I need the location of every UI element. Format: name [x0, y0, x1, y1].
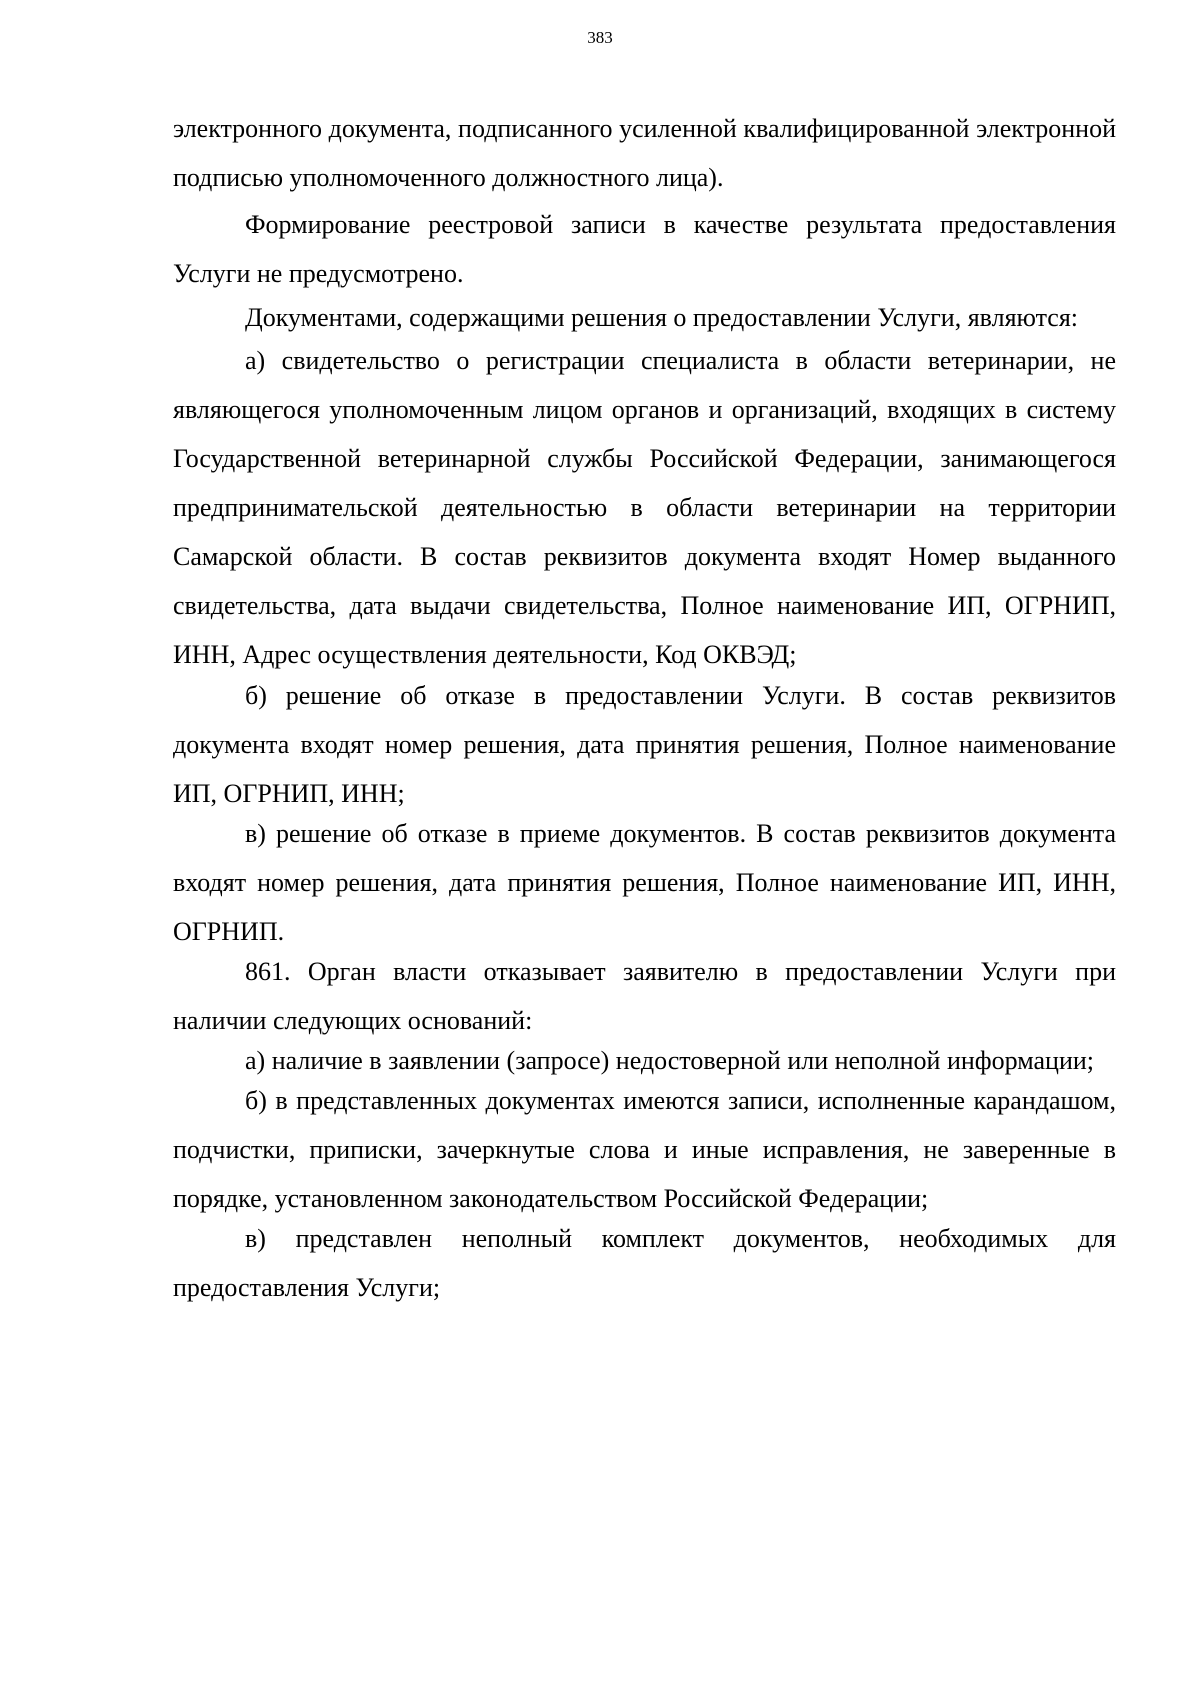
paragraph-2: Формирование реестровой записи в качестве результата предоставления Услуги не предусмотрено.: [173, 210, 1116, 288]
paragraph-3: Документами, содержащими решения о предоставлении Услуги, являются:: [245, 303, 1079, 332]
paragraph-1: электронного документа, подписанного усиленной квалифицированной электронной подписью уполномоченного должностного лица).: [173, 114, 1116, 192]
paragraph-10: в) представлен неполный комплект документов, необходимых для предоставления Услуги;: [173, 1224, 1116, 1302]
page-number: 383: [587, 28, 613, 47]
paragraph-6: в) решение об отказе в приеме документов. В состав реквизитов документа входят номер решения, дата принятия решения, Полное наименование ИП, ИНН, ОГРНИП.: [173, 819, 1116, 946]
paragraph-9: б) в представленных документах имеются записи, исполненные карандашом, подчистки, приписки, зачеркнутые слова и иные исправления, не заверенные в порядке, установленном законодательством Российской Федерации;: [173, 1086, 1116, 1213]
paragraph-5: б) решение об отказе в предоставлении Услуги. В состав реквизитов документа входят номер решения, дата принятия решения, Полное наименование ИП, ОГРНИП, ИНН;: [173, 681, 1116, 808]
paragraph-7: 861. Орган власти отказывает заявителю в предоставлении Услуги при наличии следующих оснований:: [173, 957, 1116, 1035]
paragraph-4: а) свидетельство о регистрации специалиста в области ветеринарии, не являющегося уполномоченным лицом органов и организаций, входящих в систему Государственной ветеринарной службы Российской Федерации, занимающегося предпринимательской деятельностью в области ветеринарии на территории Самарской области. В состав реквизитов документа входят Номер выданного свидетельства, дата выдачи свидетельства, Полное наименование ИП, ОГРНИП, ИНН, Адрес осуществления деятельности, Код ОКВЭД;: [173, 346, 1116, 669]
paragraph-8: а) наличие в заявлении (запросе) недостоверной или неполной информации;: [245, 1046, 1095, 1075]
document-body: [173, 104, 1116, 1312]
